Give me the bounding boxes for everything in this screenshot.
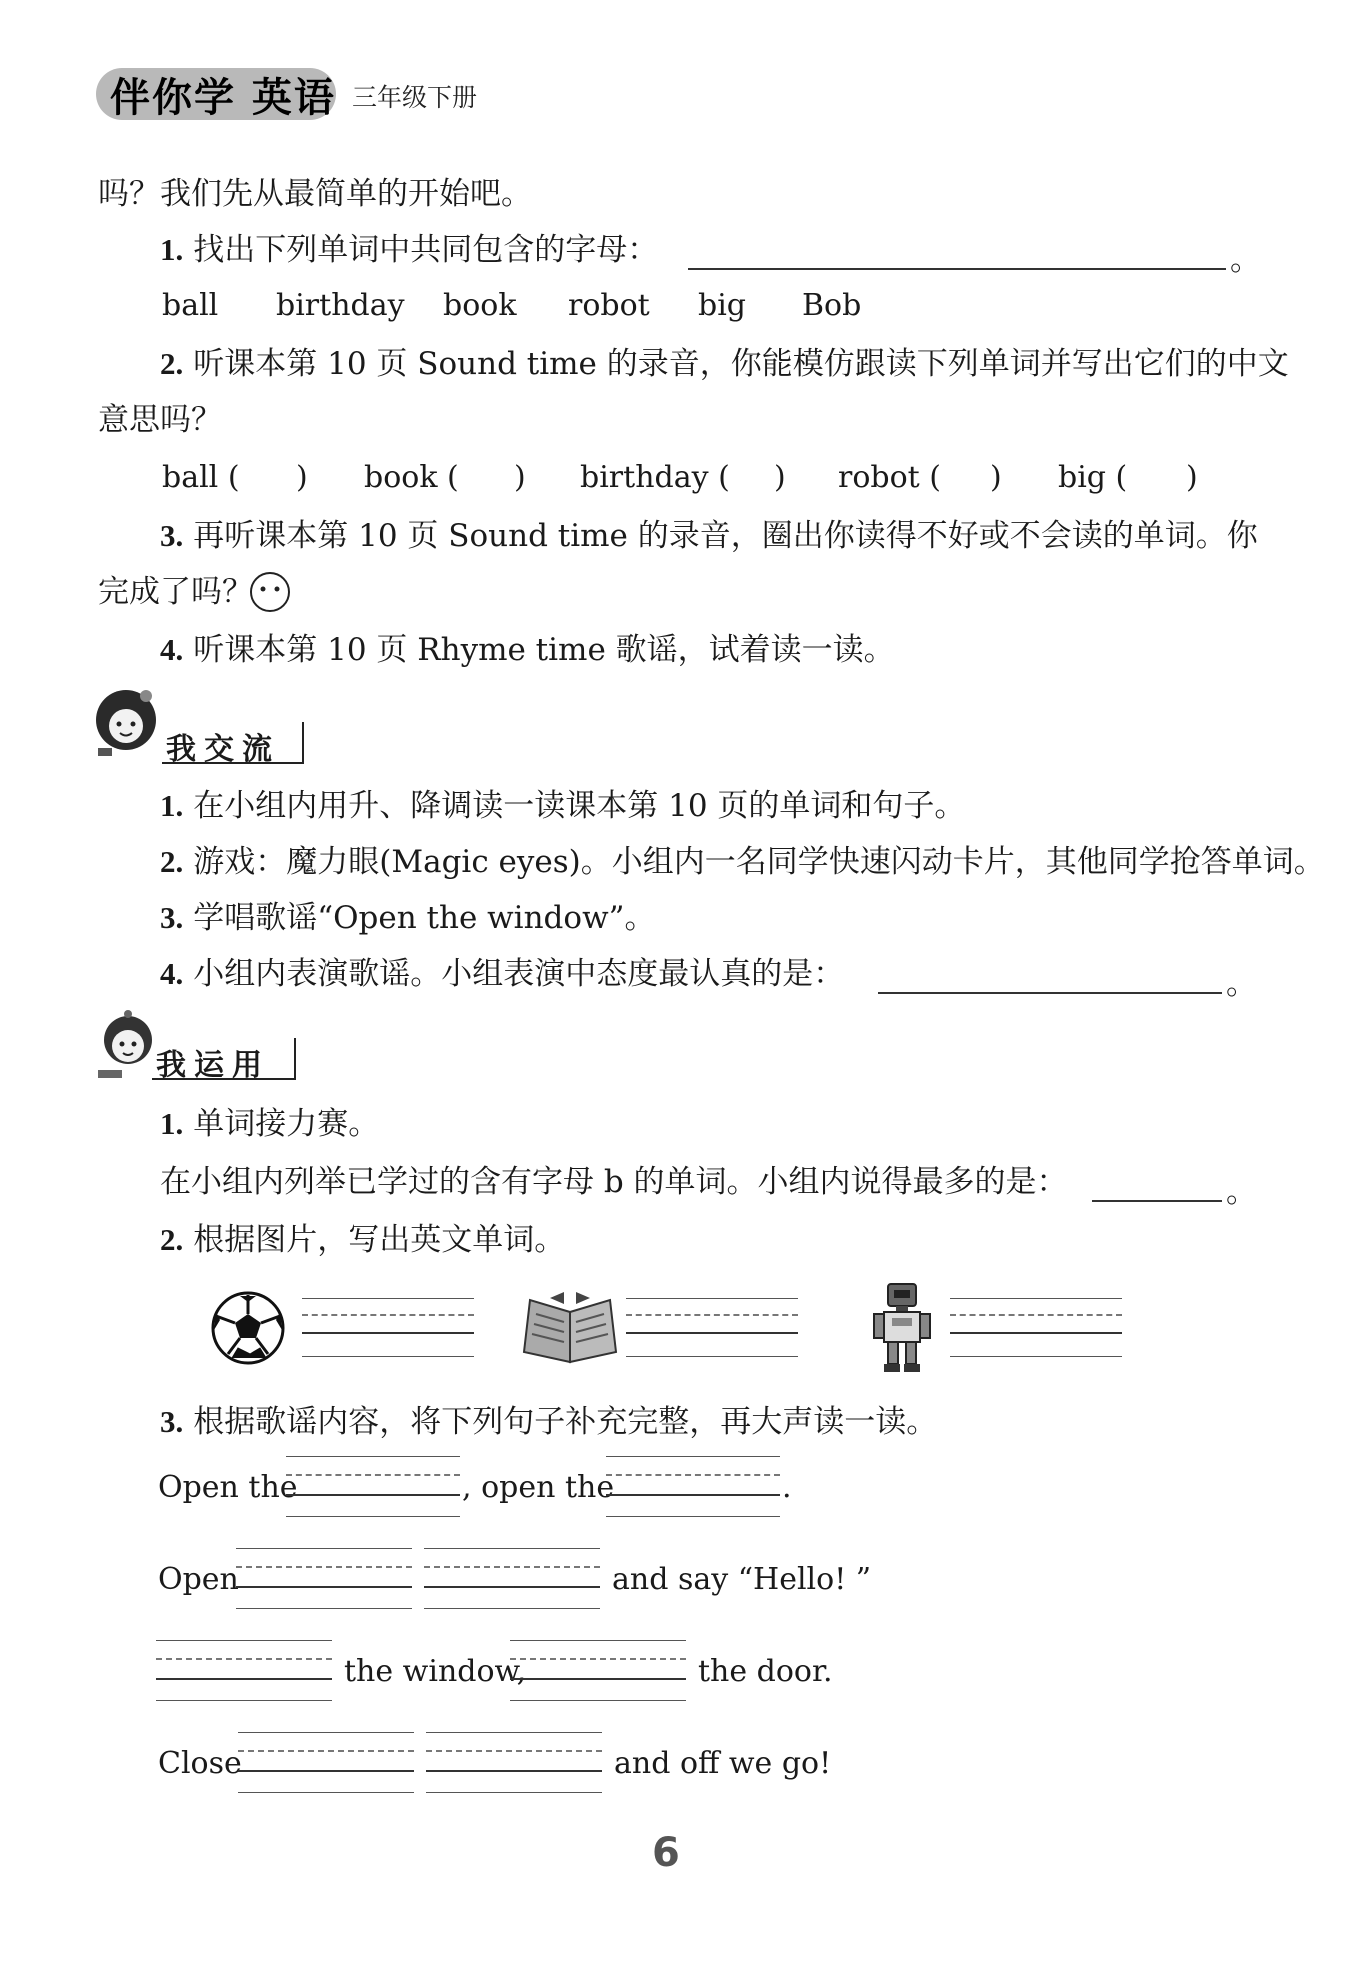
q-text: 听课本第 10 页 Rhyme time 歌谣，试着读一读。: [193, 632, 895, 668]
talk-item-3: [160, 898, 655, 938]
writing-guide-top: [424, 1548, 600, 1549]
writing-baseline[interactable]: [302, 1332, 474, 1334]
q-text: 听课本第 10 页 Sound time 的录音，你能模仿跟读下列单词并写出它们的中文: [193, 346, 1289, 382]
talk-item-2: [160, 842, 1325, 882]
writing-guide-mid: [302, 1314, 474, 1316]
use-q1-sub: 在小组内列举已学过的含有字母 b 的单词。小组内说得最多的是：: [160, 1164, 1068, 1200]
q-text: 根据图片，写出英文单词。: [193, 1222, 566, 1258]
rhyme-text: .: [782, 1470, 792, 1505]
listen-q3-cont: 完成了吗？: [98, 574, 253, 610]
writing-guide-bottom: [626, 1356, 798, 1357]
answer-blank[interactable]: [878, 992, 1222, 994]
q-text: 单词接力赛。: [193, 1106, 380, 1142]
paren-close: ): [296, 460, 308, 495]
q-text: 游戏：魔力眼(Magic eyes)。小组内一名同学快速闪动卡片，其他同学抢答单词。: [193, 844, 1325, 880]
writing-guide-mid: [156, 1658, 332, 1660]
q-number: 3.: [160, 1404, 184, 1439]
brand-logo: [96, 62, 336, 126]
robot-picture: [872, 1280, 932, 1376]
writing-guide-bottom: [302, 1356, 474, 1357]
answer-blank[interactable]: [1092, 1200, 1222, 1202]
talk-item-1: [160, 786, 965, 826]
word-ball: ball (: [162, 460, 240, 495]
brand-title: 伴你学 英语: [110, 75, 336, 121]
writing-guide-top: [286, 1456, 460, 1457]
section-title-use: 我运用: [156, 1048, 270, 1083]
q-number: 1.: [160, 1106, 184, 1141]
writing-baseline[interactable]: [606, 1494, 780, 1496]
girl-mascot-icon: [94, 1010, 160, 1084]
word-robot: robot: [568, 288, 650, 323]
q-number: 3.: [160, 518, 184, 553]
q-number: 4.: [160, 632, 184, 667]
answer-blank[interactable]: [688, 268, 1226, 270]
football-picture: [210, 1290, 286, 1366]
rhyme-text: and off we go!: [614, 1746, 832, 1781]
word-book: book (: [364, 460, 459, 495]
paren-close: ): [774, 460, 786, 495]
writing-guide-bottom: [236, 1608, 412, 1609]
writing-guide-mid: [606, 1474, 780, 1476]
q-text: 再听课本第 10 页 Sound time 的录音，圈出你读得不好或不会读的单词。你: [193, 518, 1258, 554]
word-bob: Bob: [802, 288, 862, 323]
q-number: 3.: [160, 900, 184, 935]
grade-label: 三年级下册: [352, 83, 478, 112]
word-ball: ball: [162, 288, 219, 323]
rhyme-text: Open the: [158, 1470, 298, 1505]
writing-guide-bottom: [510, 1700, 686, 1701]
book-picture: [520, 1290, 620, 1366]
q-end: 。: [1230, 242, 1261, 278]
writing-baseline[interactable]: [156, 1678, 332, 1680]
writing-guide-top: [236, 1548, 412, 1549]
writing-baseline[interactable]: [424, 1586, 600, 1588]
writing-baseline[interactable]: [426, 1770, 602, 1772]
listen-q1: [160, 230, 658, 270]
rhyme-text: Close: [158, 1746, 242, 1781]
use-q2: [160, 1220, 565, 1260]
section-underline: [152, 1078, 294, 1080]
paren-close: ): [990, 460, 1002, 495]
section-bar: [294, 1038, 296, 1080]
writing-baseline[interactable]: [286, 1494, 460, 1496]
writing-baseline[interactable]: [626, 1332, 798, 1334]
rhyme-text: Open: [158, 1562, 239, 1597]
q-number: 1.: [160, 788, 184, 823]
q-number: 2.: [160, 346, 184, 381]
writing-guide-mid: [510, 1658, 686, 1660]
girl-mascot-icon: [92, 686, 162, 760]
writing-guide-top: [606, 1456, 780, 1457]
writing-guide-top: [156, 1640, 332, 1641]
rhyme-text: , open the: [462, 1470, 615, 1505]
word-birthday: birthday: [276, 288, 405, 323]
listen-q2: [160, 344, 1289, 384]
writing-guide-top: [626, 1298, 798, 1299]
writing-guide-mid: [626, 1314, 798, 1316]
writing-guide-bottom: [156, 1700, 332, 1701]
listen-q4: [160, 630, 895, 670]
paren-close: ): [514, 460, 526, 495]
paren-close: ): [1186, 460, 1198, 495]
writing-guide-bottom: [238, 1792, 414, 1793]
intro-text: 吗？我们先从最简单的开始吧。: [98, 176, 532, 212]
q-text: 找出下列单词中共同包含的字母：: [193, 232, 659, 268]
q-end: 。: [1226, 966, 1257, 1002]
section-bar: [302, 722, 304, 764]
writing-guide-mid: [424, 1566, 600, 1568]
writing-guide-bottom: [606, 1516, 780, 1517]
section-title-talk: 我交流: [166, 732, 280, 767]
rhyme-text: the door.: [698, 1654, 833, 1689]
word-big: big (: [1058, 460, 1128, 495]
section-underline: [162, 762, 302, 764]
rhyme-text: the window,: [344, 1654, 527, 1689]
writing-guide-bottom: [426, 1792, 602, 1793]
writing-guide-bottom: [950, 1356, 1122, 1357]
word-robot: robot (: [838, 460, 941, 495]
writing-guide-top: [510, 1640, 686, 1641]
writing-guide-mid: [286, 1474, 460, 1476]
q-number: 2.: [160, 844, 184, 879]
writing-guide-mid: [426, 1750, 602, 1752]
smiley-face-icon: [248, 570, 292, 614]
writing-guide-mid: [238, 1750, 414, 1752]
writing-baseline[interactable]: [236, 1586, 412, 1588]
word-birthday: birthday (: [580, 460, 730, 495]
writing-baseline[interactable]: [950, 1332, 1122, 1334]
word-big: big: [698, 288, 747, 323]
q-text: 在小组内用升、降调读一读课本第 10 页的单词和句子。: [193, 788, 966, 824]
q-number: 2.: [160, 1222, 184, 1257]
q-number: 4.: [160, 956, 184, 991]
rhyme-text: and say “Hello! ”: [612, 1562, 872, 1597]
listen-q2-cont: 意思吗？: [98, 402, 222, 438]
writing-guide-top: [426, 1732, 602, 1733]
writing-guide-top: [302, 1298, 474, 1299]
q-end: 。: [1226, 1174, 1257, 1210]
writing-guide-bottom: [424, 1608, 600, 1609]
word-book: book: [443, 288, 517, 323]
use-q3: [160, 1402, 937, 1442]
q-text: 根据歌谣内容，将下列句子补充完整，再大声读一读。: [193, 1404, 938, 1440]
talk-item-4: [160, 954, 844, 994]
writing-baseline[interactable]: [238, 1770, 414, 1772]
writing-guide-top: [238, 1732, 414, 1733]
q-text: 小组内表演歌谣。小组表演中态度最认真的是：: [193, 956, 845, 992]
q-number: 1.: [160, 232, 184, 267]
writing-guide-mid: [236, 1566, 412, 1568]
page-number: 6: [652, 1830, 680, 1876]
listen-q3: [160, 516, 1258, 556]
writing-guide-top: [950, 1298, 1122, 1299]
use-q1: [160, 1104, 379, 1144]
writing-baseline[interactable]: [510, 1678, 686, 1680]
writing-guide-mid: [950, 1314, 1122, 1316]
writing-guide-bottom: [286, 1516, 460, 1517]
q-text: 学唱歌谣“Open the window”。: [193, 900, 656, 936]
